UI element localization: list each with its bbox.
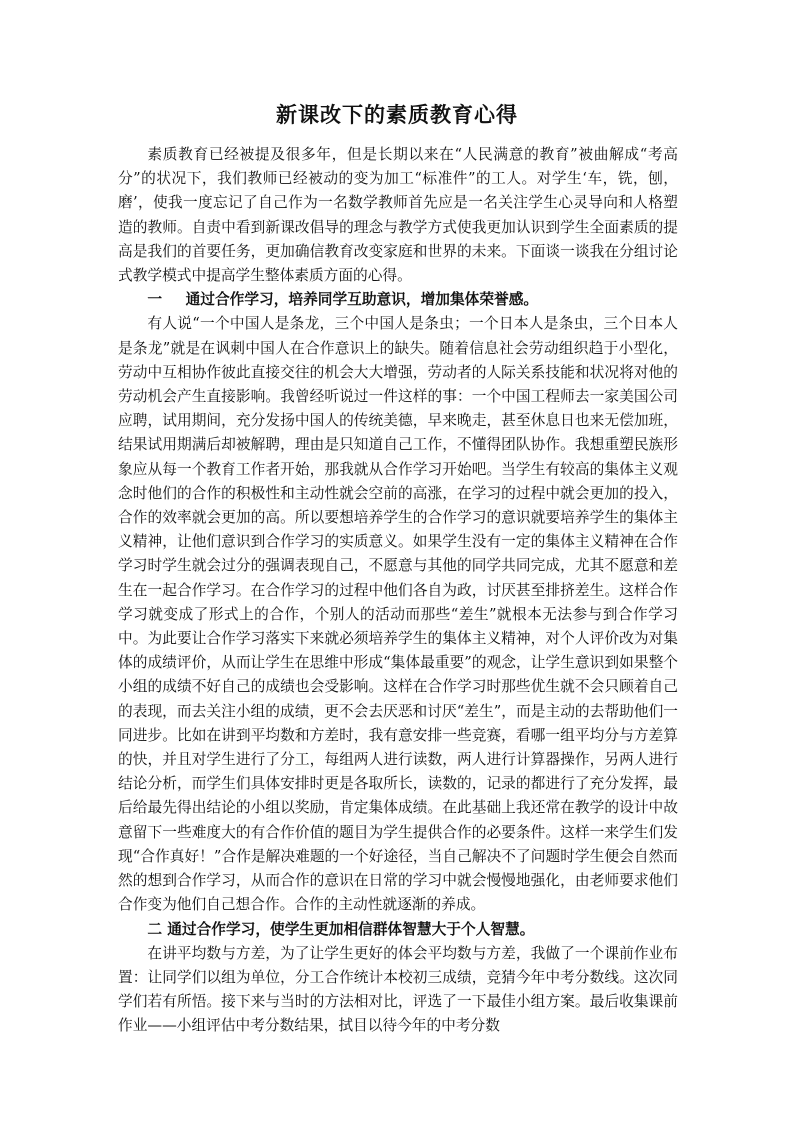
section-heading-text-2: 通过合作学习，使学生更加相信群体智慧大于个人智慧。 (167, 920, 535, 938)
document-body (118, 143, 678, 1039)
section-heading-2 (118, 918, 678, 942)
section-body-1: 有人说“一个中国人是条龙，三个中国人是条虫；一个日本人是条虫，三个日本人是条龙”就是在讽刺中国人在合作意识上的缺失。随着信息社会劳动组织趋于小型化，劳动中互相协作彼此直接交往的机会大大增强，劳动者的人际关系技能和状况将对他的劳动机会产生直接影响。我曾经听说过一件这样的事：一个中国工程师去一家美国公司应聘，试用期间，充分发扬中国人的传统美德，早来晚走，甚至休息日也来无偿加班，结果试用期满后却被解聘，理由是只知道自己工作，不懂得团队协作。我想重塑民族形象应从每一个教育工作者开始，那我就从合作学习开始吧。当学生有较高的集体主义观念时他们的合作的积极性和主动性就会空前的高涨，在学习的过程中就会更加的投入，合作的效率就会更加的高。所以要想培养学生的合作学习的意识就要培养学生的集体主义精神，让他们意识到合作学习的实质意义。如果学生没有一定的集体主义精神在合作学习时学生就会过分的强调表现自己，不愿意与其他的同学共同完成，尤其不愿意和差生在一起合作学习。在合作学习的过程中他们各自为政，讨厌甚至排挤差生。这样合作学习就变成了形式上的合作，个别人的活动而那些“差生”就根本无法参与到合作学习中。为此要让合作学习落实下来就必须培养学生的集体主义精神，对个人评价改为对集体的成绩评价，从而让学生在思维中形成“集体最重要”的观念，让学生意识到如果整个小组的成绩不好自己的成绩也会受影响。这样在合作学习时那些优生就不会只顾着自己的表现，而去关注小组的成绩，更不会去厌恶和讨厌“差生”，而是主动的去帮助他们一同进步。比如在讲到平均数和方差时，我有意安排一些竞赛，看哪一组平均分与方差算的快，并且对学生进行了分工，每组两人进行读数，两人进行计算器操作，另两人进行结论分析，而学生们具体安排时更是各取所长，读数的，记录的都进行了充分发挥，最后给最先得出结论的小组以奖励，肯定集体成绩。在此基础上我还常在教学的设计中故意留下一些难度大的有合作价值的题目为学生提供合作的必要条件。这样一来学生们发现“合作真好！”合作是解决难题的一个好途径，当自己解决不了问题时学生便会自然而然的想到合作学习，从而合作的意识在日常的学习中就会慢慢地强化，由老师要求他们合作变为他们自己想合作。合作的主动性就逐渐的养成。 (118, 315, 678, 914)
section-number-2: 二 (147, 920, 163, 938)
intro-paragraph: 素质教育已经被提及很多年，但是长期以来在“人民满意的教育”被曲解成“考高分”的状况下，我们教师已经被动的变为加工“标准件”的工人。对学生‘车，铣，刨，磨’，使我一度忘记了自己作为一名数学教师首先应是一名关注学生心灵导向和人格塑造的教师。自责中看到新课改倡导的理念与教学方式使我更加认识到学生全面素质的提高是我们的首要任务，更加确信教育改变家庭和世界的未来。下面谈一谈我在分组讨论式教学模式中提高学生整体素质方面的心得。 (118, 146, 678, 285)
page-title: 新课改下的素质教育心得 (276, 102, 518, 127)
section-heading-1 (118, 288, 678, 312)
section-body-2: 在讲平均数与方差，为了让学生更好的体会平均数与方差，我做了一个课前作业布置：让同学们以组为单位，分工合作统计本校初三成绩，竞猜今年中考分数线。这次同学们若有所悟。接下来与当时的方法相对比，评选了一下最佳小组方案。最后收集课前作业——小组评估中考分数结果，拭目以待今年的中考分数 (118, 944, 678, 1035)
section-heading-text-1: 通过合作学习，培养同学互助意识，增加集体荣誉感。 (185, 291, 539, 309)
section-number-1: 一 (147, 291, 163, 309)
